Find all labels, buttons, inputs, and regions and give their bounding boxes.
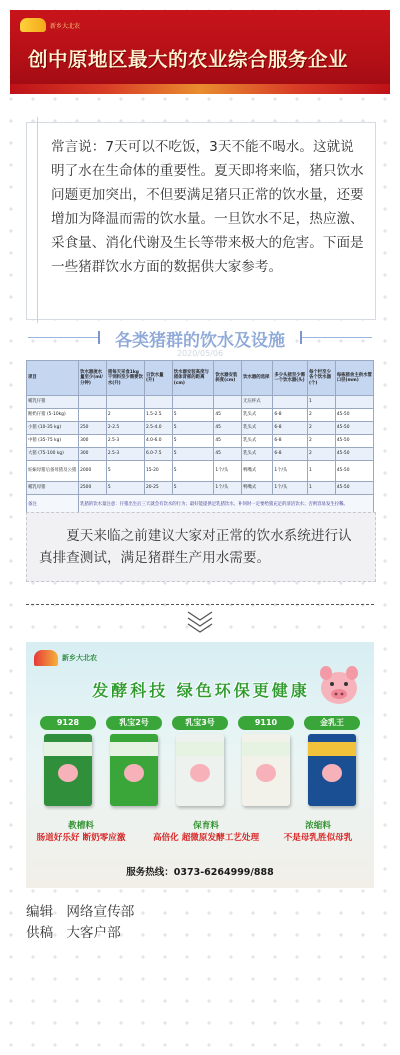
table-cell: 1个/头 [214, 482, 242, 495]
ad-brand-name: 新乡大北农 [62, 654, 97, 662]
table-cell: 45 [214, 409, 242, 422]
note-label: 备注 [27, 495, 79, 516]
product-item [172, 716, 228, 806]
product-item [40, 716, 96, 806]
product-name: 金乳王 [304, 716, 360, 730]
table-row [27, 461, 374, 482]
product-name: 乳宝3号 [172, 716, 228, 730]
product-tag: 保育料 [193, 821, 219, 831]
table-cell [214, 396, 242, 409]
table-cell: 哺乳母猪 [27, 482, 79, 495]
ad-logo-icon [34, 650, 58, 666]
table-header-cell: 饮水器流水量至少(ml/分钟) [79, 361, 107, 396]
product-name: 9110 [238, 716, 294, 730]
product-captions [36, 820, 362, 856]
table-cell [79, 396, 107, 409]
product-desc: 肠道好乐好 断奶零应激 [36, 833, 126, 843]
table-cell: 乳头式 [242, 422, 273, 435]
pig-mascot-icon [316, 664, 362, 708]
feed-bag-icon [110, 734, 158, 806]
product-name: 9128 [40, 716, 96, 730]
product-caption [146, 820, 266, 844]
product-caption [268, 820, 368, 844]
table-cell: 20-25 [144, 482, 172, 495]
table-cell: 2-2.5 [106, 422, 144, 435]
table-header-cell: 每个栏至少各个饮水器(个) [308, 361, 336, 396]
table-cell: 250 [79, 422, 107, 435]
table-cell: 45-50 [335, 461, 373, 482]
section-date: 2020/05/06 [176, 349, 224, 358]
table-cell: 鸭嘴式 [242, 482, 273, 495]
table-cell: 300 [79, 448, 107, 461]
table-cell: 2.5-3 [106, 448, 144, 461]
product-ad-image [26, 642, 374, 888]
table-cell: 5 [172, 422, 214, 435]
table-cell: 5 [172, 482, 214, 495]
feed-bag-icon [176, 734, 224, 806]
table-cell: 6-8 [273, 435, 308, 448]
source-label: 供稿 [26, 925, 54, 941]
intro-text: 常言说：7天可以不吃饭，3天不能不喝水。这就说明了水在生命体的重要性。夏天即将来临，猪只饮水问题更加突出，不但要满足猪只正常的饮水量，还要增加为降温而需的饮水量。一旦饮水不足，热应激、采食量、消化代谢及生长等带来极大的危害。下面是一些猪群饮水方面的数据供大家参考。 [51, 139, 364, 275]
source-value: 大客户部 [66, 925, 121, 941]
table-cell: 5 [172, 448, 214, 461]
table-cell: 5 [172, 461, 214, 482]
table-cell: 6-8 [273, 422, 308, 435]
product-name: 乳宝2号 [106, 716, 162, 730]
section-heading-block [0, 322, 400, 358]
table-cell: 5 [106, 482, 144, 495]
table-cell: 乳头式 [242, 435, 273, 448]
product-row [40, 716, 362, 816]
table-body [27, 396, 374, 495]
table-cell: 乳头式 [242, 409, 273, 422]
table-row [27, 448, 374, 461]
table-cell [79, 409, 107, 422]
table-cell: 1 [308, 482, 336, 495]
table-cell: 2.5-3 [106, 435, 144, 448]
table-header-cell: 每栋猪舍主供水管口径(mm) [335, 361, 373, 396]
table-header-cell: 多少头猪至少需一个饮水器(头) [273, 361, 308, 396]
ad-slogan: 发酵科技 绿色环保更健康 [92, 681, 310, 700]
table-header-cell: 饮水器的选择 [242, 361, 273, 396]
heading-tick-left [98, 331, 100, 344]
table-cell: 45 [214, 448, 242, 461]
table-cell [144, 396, 172, 409]
table-cell: 乳头式 [242, 448, 273, 461]
table-cell: 断奶仔猪 (5-10kg) [27, 409, 79, 422]
table-cell: 大猪 (75-100 kg) [27, 448, 79, 461]
table-cell: 45 [214, 422, 242, 435]
product-item [238, 716, 294, 806]
table-cell: 5 [106, 461, 144, 482]
editor-value: 网络宣传部 [66, 904, 135, 920]
feed-bag-icon [242, 734, 290, 806]
table-cell: 15-20 [144, 461, 172, 482]
water-table [26, 360, 374, 516]
table-cell: 2 [308, 422, 336, 435]
ad-hotline: 服务热线：0373-6264999/888 [126, 867, 274, 878]
banner-title: 创中原地区最大的农业综合服务企业 [28, 48, 349, 71]
table-cell: 5 [172, 435, 214, 448]
credit-source [26, 923, 134, 944]
table-cell: 哺乳仔猪 [27, 396, 79, 409]
product-caption [26, 820, 136, 844]
table-cell: 1 [308, 461, 336, 482]
table-header-cell: 饮水器安装斜度(cm) [214, 361, 242, 396]
table-cell: 6-8 [273, 409, 308, 422]
banner-band [10, 84, 390, 94]
heading-line-right [302, 337, 372, 338]
table-cell: 4.0-6.0 [144, 435, 172, 448]
table-cell: 1个/头 [273, 461, 308, 482]
feed-bag-icon [44, 734, 92, 806]
table-cell: 无压杯式 [242, 396, 273, 409]
table-header-cell: 项目 [27, 361, 79, 396]
section-heading: 各类猪群的饮水及设施 [115, 331, 285, 351]
table-cell: 6-8 [273, 448, 308, 461]
table-cell: 2500 [79, 482, 107, 495]
ad-brand [34, 650, 97, 666]
table-cell: 中猪 (35-75 kg) [27, 435, 79, 448]
table-cell: 鸭嘴式 [242, 461, 273, 482]
logo-text: 新乡大北农 [50, 22, 81, 30]
table-cell: 2 [308, 435, 336, 448]
chevron-down-icon [185, 608, 215, 634]
heading-line-left [28, 337, 98, 338]
table-header-cell: 猪每天采食1kg干饲料至少需要饮水(升) [106, 361, 144, 396]
table-row [27, 435, 374, 448]
table-cell: 2.5-4.0 [144, 422, 172, 435]
note-text: 乳猪的饮水量注意：仔猪出生后三天就会有饮水的行为；最好能提供足乳猪饮水，补饲时一定要给猪充足的清洁饮水；否则容易发生拉稀。 [79, 495, 374, 516]
credits [26, 902, 134, 944]
table-cell: 45-50 [335, 409, 373, 422]
table-cell: 2 [308, 409, 336, 422]
table-cell: 45 [214, 435, 242, 448]
table-cell: 45-50 [335, 448, 373, 461]
table-cell: 妊娠母猪后备母猪及公猪 [27, 461, 79, 482]
product-item [106, 716, 162, 806]
table-cell: 6.0-7.5 [144, 448, 172, 461]
product-desc: 不是母乳胜似母乳 [283, 833, 353, 843]
water-table-image [26, 360, 374, 508]
product-tag: 教槽料 [68, 821, 94, 831]
table-row [27, 396, 374, 409]
table-cell [335, 396, 373, 409]
table-cell: 2000 [79, 461, 107, 482]
tip-text: 夏天来临之前建议大家对正常的饮水系统进行认真排查测试，满足猪群生产用水需要。 [39, 528, 352, 566]
table-cell: 1 [308, 396, 336, 409]
feed-bag-icon [308, 734, 356, 806]
table-cell: 1个/头 [273, 482, 308, 495]
table-header-row [27, 361, 374, 396]
intro-box [26, 122, 376, 320]
company-logo [20, 18, 80, 32]
table-cell [273, 396, 308, 409]
table-cell: 1个/头 [214, 461, 242, 482]
table-cell [172, 396, 214, 409]
product-item [304, 716, 360, 806]
table-header-cell: 饮水器安装高度与猪体背部的距离(cm) [172, 361, 214, 396]
dashed-divider [26, 604, 374, 606]
header-banner [10, 10, 390, 94]
table-cell [106, 396, 144, 409]
table-row [27, 409, 374, 422]
table-cell: 45-50 [335, 482, 373, 495]
table-row [27, 422, 374, 435]
table-header-cell: 日饮水量(升) [144, 361, 172, 396]
table-cell: 5 [172, 409, 214, 422]
tip-box [26, 512, 376, 582]
credit-editor [26, 902, 134, 923]
logo-mark-icon [20, 18, 46, 32]
product-tag: 浓缩料 [305, 821, 331, 831]
table-cell: 45-50 [335, 422, 373, 435]
table-cell: 300 [79, 435, 107, 448]
table-cell: 2 [308, 448, 336, 461]
editor-label: 编辑 [26, 904, 54, 920]
table-cell: 45-50 [335, 435, 373, 448]
product-desc: 高倍化 超微原发酵工艺处理 [152, 833, 260, 843]
table-cell: 2 [106, 409, 144, 422]
table-row [27, 482, 374, 495]
table-cell: 1.5-2.5 [144, 409, 172, 422]
table-cell: 小猪 (10-35 kg) [27, 422, 79, 435]
